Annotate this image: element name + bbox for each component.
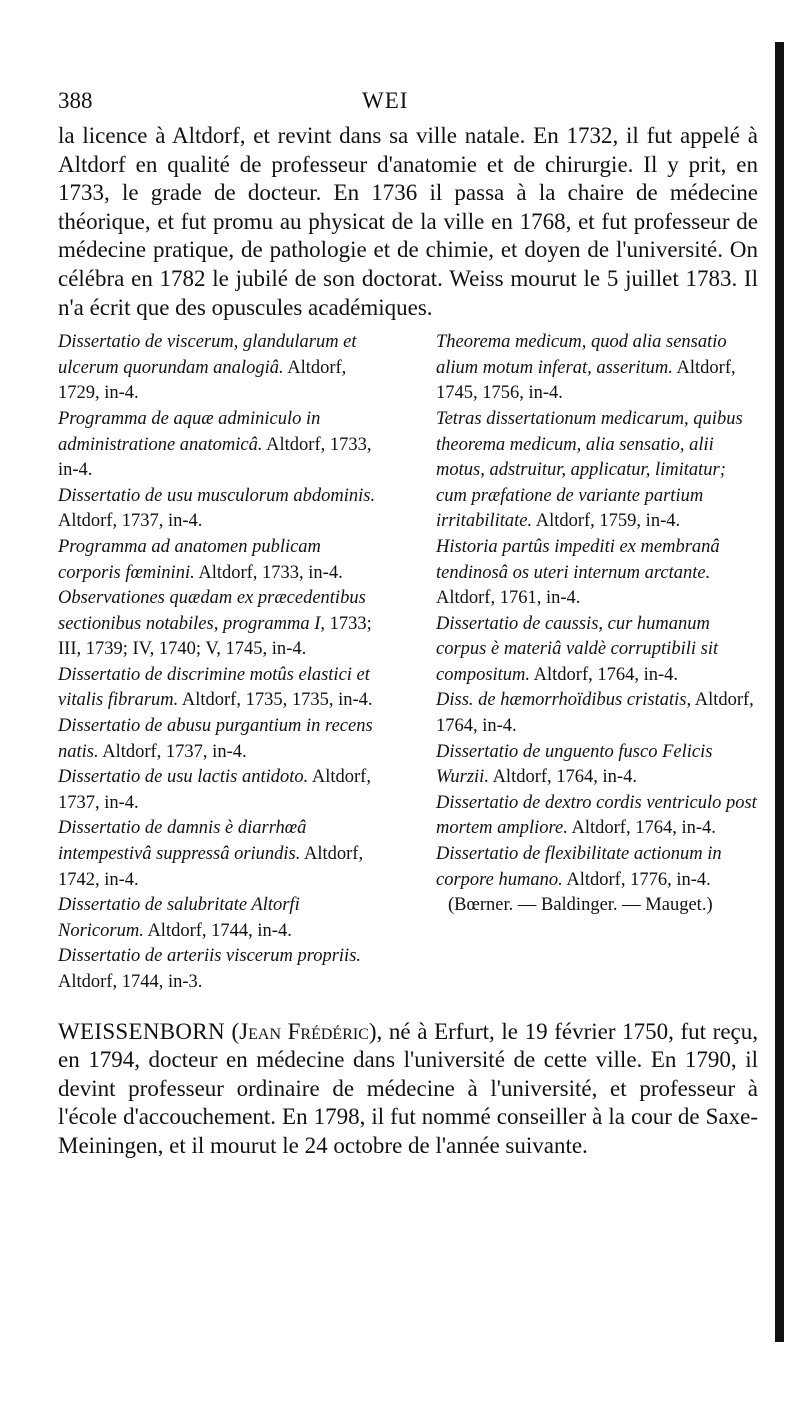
left-work-8 xyxy=(58,765,380,816)
right-work-1 xyxy=(436,330,758,407)
entry-name: WEISSENBORN xyxy=(58,1018,225,1044)
left-work-9 xyxy=(58,816,380,893)
right-work-6 xyxy=(436,740,758,791)
left-work-10 xyxy=(58,893,380,944)
work-title: Dissertatio de usu musculorum abdominis. xyxy=(58,485,376,506)
work-title: Diss. de hæmorrhoïdibus cristatis, xyxy=(436,690,692,711)
sources: (Bœrner. — Baldinger. — Mauget.) xyxy=(448,895,713,916)
work-publication: Altdorf, 1776, in-4. xyxy=(566,869,711,890)
work-title: Dissertatio de unguento fusco Felicis Wurzii. xyxy=(436,741,713,788)
work-publication: Altdorf, 1735, 1735, in-4. xyxy=(181,690,373,711)
right-work-3 xyxy=(436,535,758,612)
work-publication: Altdorf, 1744, in-3. xyxy=(58,972,203,992)
work-publication: Altdorf, 1761, in-4. xyxy=(436,588,581,609)
work-title: Programma ad anatomen publicam corporis fœminini. xyxy=(58,536,321,583)
page xyxy=(58,88,758,1161)
left-work-6 xyxy=(58,663,380,714)
intro-text: la licence à Altdorf, et revint dans sa ville natale. En 1732, il fut appelé à Altdorf en qualité de professeur d'anatomie et de chirurgie. Il y prit, en 1733, le grade de docteur. En 1736 il passa à la chaire de médecine théorique, et fut promu au physicat de la ville en 1768, et fut professeur de médecine pratique, de pathologie et de chimie, et doyen de l'université. On célébra en 1782 le jubilé de son doctorat. Weiss mourut le 5 juillet 1783. Il n'a écrit que des opuscules académiques. xyxy=(58,123,758,320)
entry-text: , né à Erfurt, le 19 février 1750, fut reçu, en 1794, docteur en médecine dans l'université de cette ville. En 1790, il devint professeur ordinaire de médecine à l'université, et professeur à l'école d'accouchement. En 1798, il fut nommé conseiller à la cour de Saxe-Meiningen, et il mourut le 24 octobre de l'année suivante. xyxy=(58,1018,759,1158)
left-work-11 xyxy=(58,944,380,995)
page-number: 388 xyxy=(58,88,93,113)
works-column-left xyxy=(58,330,380,995)
work-publication: Altdorf, 1737, in-4. xyxy=(58,767,371,813)
work-title: Dissertatio de discrimine motûs elastici et vitalis fibrarum. xyxy=(58,664,370,711)
work-publication: Altdorf, 1764, in-4. xyxy=(571,818,716,839)
work-title: Historia partûs impediti ex membranâ tendinosâ os uteri internum arctante. xyxy=(436,536,720,583)
work-title: Tetras dissertationum medicarum, quibus theorema medicum, alia sensatio, alii motus, adstruitur, applicatur, limitatur; cum præfatione de variante partium irritabilitate. xyxy=(436,408,743,532)
work-title: Dissertatio de abusu purgantium in recens natis. xyxy=(58,716,373,762)
work-publication: Altdorf, 1733, in-4. xyxy=(58,434,372,481)
right-work-2 xyxy=(436,407,758,535)
right-work-4 xyxy=(436,612,758,689)
left-work-4 xyxy=(58,535,380,586)
work-title: Dissertatio de dextro cordis ventriculo post mortem ampliore. xyxy=(436,792,757,839)
work-title: Theorema medicum, quod alia sensatio alium motum inferat, asseritum. xyxy=(436,332,727,378)
intro-paragraph xyxy=(58,122,758,322)
right-work-8 xyxy=(436,842,758,893)
work-publication: Altdorf, 1745, 1756, in-4. xyxy=(436,357,736,404)
work-title: Dissertatio de damnis è diarrhœâ intempestivâ suppressâ oriundis. xyxy=(58,818,307,865)
work-publication: Altdorf, 1737, in-4. xyxy=(102,741,247,762)
works-column-right xyxy=(436,330,758,995)
work-publication: Altdorf, 1764, in-4. xyxy=(492,767,637,788)
work-publication: Altdorf, 1759, in-4. xyxy=(535,511,681,532)
left-work-7 xyxy=(58,714,380,765)
works-columns xyxy=(58,330,758,995)
work-publication: Altdorf, 1742, in-4. xyxy=(58,844,364,890)
left-work-5 xyxy=(58,586,380,663)
left-work-2 xyxy=(58,407,380,484)
work-title: Dissertatio de salubritate Altorfi Noricorum. xyxy=(58,895,300,941)
left-work-1 xyxy=(58,330,380,407)
left-work-3 xyxy=(58,484,380,535)
work-publication: Altdorf, 1733, in-4. xyxy=(198,562,343,583)
right-work-7 xyxy=(436,791,758,842)
page-edge-bar xyxy=(775,42,784,1342)
right-work-5 xyxy=(436,688,758,739)
work-publication: Altdorf, 1729, in-4. xyxy=(58,357,347,404)
work-title: Dissertatio de caussis, cur humanum corpus è materiâ valdè corruptibili sit compositum. xyxy=(436,613,719,685)
entry-given-name: (Jean Frédéric) xyxy=(231,1018,377,1044)
work-title: Dissertatio de viscerum, glandularum et ulcerum quorundam analogiâ. xyxy=(58,332,357,378)
work-title: Programma de aquæ adminiculo in administratione anatomicâ. xyxy=(58,408,321,455)
work-title: Dissertatio de usu lactis antidoto. xyxy=(58,767,309,788)
work-publication: Altdorf, 1737, in-4. xyxy=(58,511,203,532)
work-title: Dissertatio de arteriis viscerum propriis. xyxy=(58,946,362,967)
work-publication: 1733; III, 1739; IV, 1740; V, 1745, in-4. xyxy=(58,613,372,660)
work-publication: Altdorf, 1744, in-4. xyxy=(147,920,292,941)
second-entry xyxy=(58,1018,758,1161)
work-publication: Altdorf, 1764, in-4. xyxy=(436,690,754,737)
page-header xyxy=(58,88,758,122)
work-title: Dissertatio de flexibilitate actionum in corpore humano. xyxy=(436,844,722,890)
running-head: WEI xyxy=(362,88,409,113)
work-title: Observationes quædam ex præcedentibus sectionibus notabiles, programma I, xyxy=(58,588,366,634)
work-publication: Altdorf, 1764, in-4. xyxy=(533,664,679,685)
